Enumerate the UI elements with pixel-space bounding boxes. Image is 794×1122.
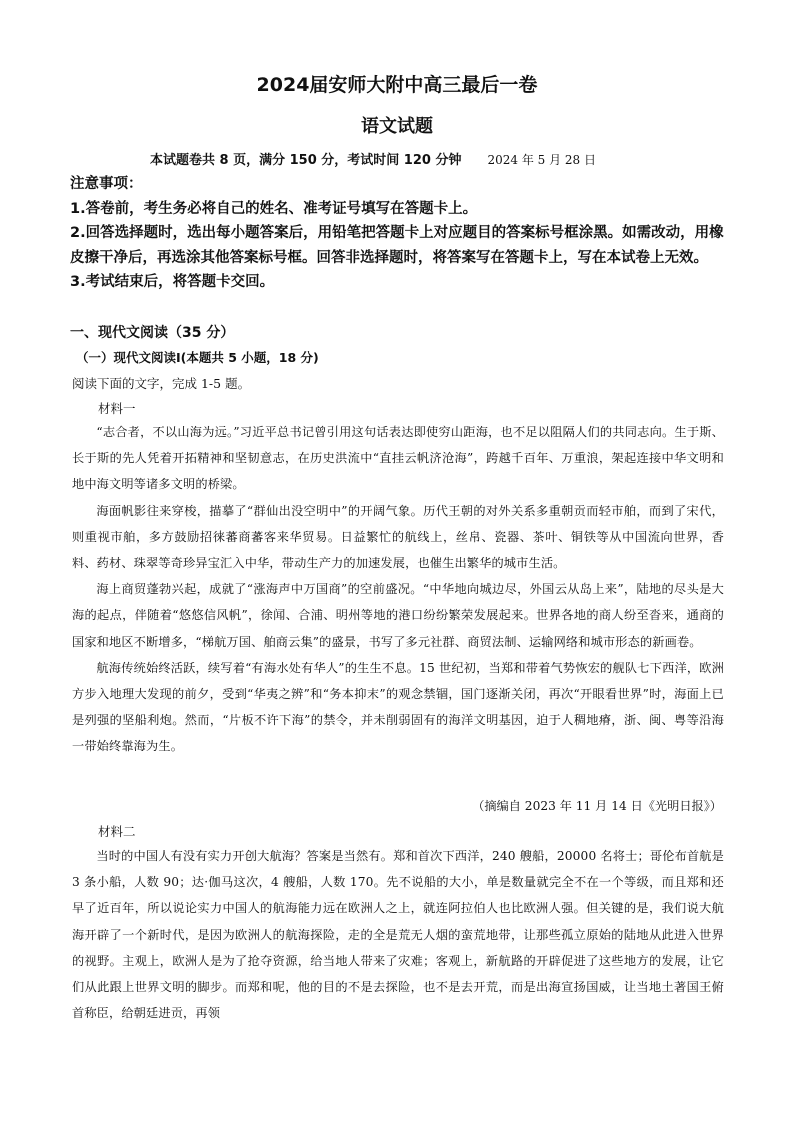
notice-item-1: 1.答卷前，考生务必将自己的姓名、准考证号填写在答题卡上。 xyxy=(70,200,478,217)
reading-instruction: 阅读下面的文字，完成 1-5 题。 xyxy=(72,376,251,391)
notice-item-3: 3.考试结束后，将答题卡交回。 xyxy=(70,274,275,290)
material-1-source: （摘编自 2023 年 11 月 14 日《光明日报》） xyxy=(472,799,722,813)
material-1-paragraph: “志合者，不以山海为远。”习近平总书记曾引用这句话表达即使穷山距海，也不足以阻隔人们的共同志向。生于斯、长于斯的先人凭着开拓精神和坚韧意志，在历史洪流中“直挂云帆济沧海”，跨越千百年、万重浪，架起连接中华文明和地中海文明等诸多文明的桥梁。 xyxy=(72,425,724,492)
exam-info-line xyxy=(150,149,596,168)
notice-item-2: 2.回答选择题时，选出每小题答案后，用铅笔把答题卡上对应题目的答案标号框涂黑。如需改动，用橡皮擦干净后，再选涂其他答案标号框。回答非选择题时，将答案写在答题卡上，写在本试卷上无效。 xyxy=(70,225,724,266)
material-2-text xyxy=(72,843,724,1026)
material-1-text xyxy=(72,419,724,760)
material-1-label: 材料一 xyxy=(98,401,136,416)
material-1-paragraph: 航海传统始终活跃，续写着“有海水处有华人”的生生不息。15 世纪初，当郑和带着气势恢宏的舰队七下西洋，欧洲方步入地理大发现的前夕，受到“华夷之辨”和“务本抑末”的观念禁锢，国门逐渐关闭，再次“开眼看世界”时，海面上已是列强的坚船利炮。然而，“片板不许下海”的禁令，并未削弱固有的海洋文明基因，迫于人稠地瘠，浙、闽、粤等沿海一带始终靠海为生。 xyxy=(72,660,724,754)
exam-info: 本试题卷共 8 页，满分 150 分，考试时间 120 分钟 xyxy=(150,153,462,168)
material-1-paragraph: 海面帆影往来穿梭，描摹了“群仙出没空明中”的开阔气象。历代王朝的对外关系多重朝贡而轻市舶，而到了宋代，则重视市舶，多方鼓励招徕蕃商蕃客来华贸易。日益繁忙的航线上，丝帛、瓷器、茶叶、铜铁等从中国流向世界，香料、药材、珠翠等奇珍异宝汇入中华，带动生产力的加速发展，也催生出繁华的城市生活。 xyxy=(72,503,724,571)
notice-heading: 注意事项： xyxy=(70,176,143,192)
exam-date: 2024 年 5 月 28 日 xyxy=(487,153,597,167)
section-subheading: （一）现代文阅读Ⅰ(本题共 5 小题，18 分) xyxy=(76,350,319,365)
exam-title: 2024届安师大附中高三最后一卷 xyxy=(256,74,538,96)
material-2-paragraph: 当时的中国人有没有实力开创大航海？答案是当然有。郑和首次下西洋，240 艘船，20000 名将士；哥伦布首航是 3 条小船，人数 90；达·伽马这次，4 艘船，人数 170。先不说船的大小，单是数量就完全不在一个等级，而且郑和还早了近百年，所以说论实力中国人的航海能力远在欧洲人之上，就连阿拉伯人也比欧洲人强。但关键的是，我们说大航海开辟了一个新时代，是因为欧洲人的航海探险，走的全是荒无人烟的蛮荒地带，让那些孤立原始的陆地从此进入世界的视野。主观上，欧洲人是为了抢夺资源，给当地人带来了灾难；客观上，新航路的开辟促进了这些地方的发展，让它们从此跟上世界文明的脚步。而郑和呢，他的目的不是去探险，也不是去开荒，而是出海宣扬国威，让当地土著国王俯首称臣，给朝廷进贡，再领 xyxy=(72,849,724,1021)
subject-title: 语文试题 xyxy=(361,116,433,137)
notice-block xyxy=(70,172,725,295)
material-1-paragraph: 海上商贸蓬勃兴起，成就了“涨海声中万国商”的空前盛况。“中华地向城边尽，外国云从岛上来”，陆地的尽头是大海的起点，伴随着“悠悠信风帆”，徐闻、合浦、明州等地的港口纷纷繁荣发展起来。世界各地的商人纷至沓来，通商的国家和地区不断增多，“梯航万国、舶商云集”的盛景，书写了多元社群、商贸法制、运输网络和城市形态的新画卷。 xyxy=(72,582,724,649)
section-heading: 一、现代文阅读（35 分） xyxy=(70,325,235,341)
material-2-label: 材料二 xyxy=(98,824,136,839)
